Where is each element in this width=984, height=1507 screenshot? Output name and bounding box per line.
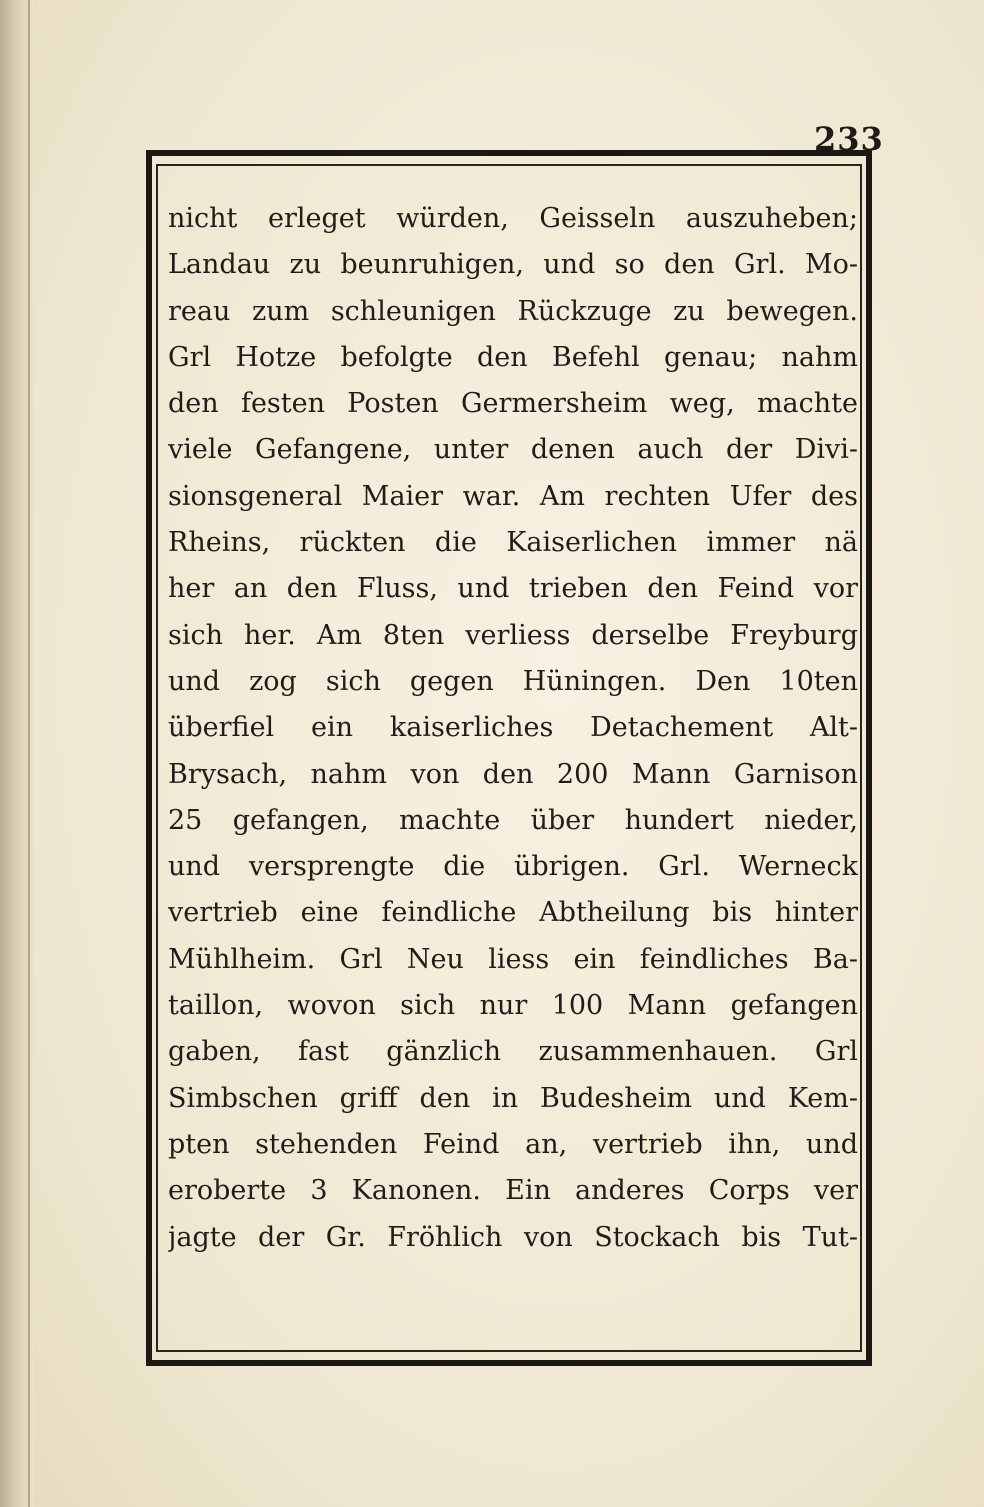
text-line: sionsgeneral Maier war. Am rechten Ufer des bbox=[168, 480, 858, 512]
text-line: Simbschen griff den in Budesheim und Kem- bbox=[168, 1082, 858, 1114]
text-line: reau zum schleunigen Rückzuge zu bewegen. bbox=[168, 295, 858, 327]
text-line: sich her. Am 8ten verliess derselbe Freyburg bbox=[168, 619, 858, 651]
text-line: Mühlheim. Grl Neu liess ein feindliches Ba- bbox=[168, 943, 858, 975]
text-line: gaben, fast gänzlich zusammenhauen. Grl bbox=[168, 1036, 858, 1068]
text-line: viele Gefangene, unter denen auch der Divi- bbox=[168, 434, 858, 466]
text-line: jagte der Gr. Fröhlich von Stockach bis Tut- bbox=[168, 1221, 858, 1253]
page-text bbox=[168, 196, 858, 1306]
text-line: und versprengte die übrigen. Grl. Werneck bbox=[168, 851, 858, 883]
text-line: eroberte 3 Kanonen. Ein anderes Corps ver bbox=[168, 1175, 858, 1207]
text-line: Rheins, rückten die Kaiserlichen immer nä bbox=[168, 527, 858, 559]
page-number: 233 bbox=[814, 120, 884, 158]
text-line: Landau zu beunruhigen, und so den Grl. Mo- bbox=[168, 249, 858, 281]
text-line: her an den Fluss, und trieben den Feind vor bbox=[168, 573, 858, 605]
text-line: den festen Posten Germersheim weg, machte bbox=[168, 388, 858, 420]
text-line: und zog sich gegen Hüningen. Den 10ten bbox=[168, 665, 858, 697]
text-line: 25 gefangen, machte über hundert nieder, bbox=[168, 804, 858, 836]
text-line: pten stehenden Feind an, vertrieb ihn, und bbox=[168, 1128, 858, 1160]
book-page bbox=[34, 0, 984, 1507]
text-line: nicht erleget würden, Geisseln auszuheben; bbox=[168, 203, 858, 234]
text-line: Brysach, nahm von den 200 Mann Garnison bbox=[168, 758, 858, 790]
text-line: Grl Hotze befolgte den Befehl genau; nahm bbox=[168, 341, 858, 373]
text-line: überfiel ein kaiserliches Detachement Alt- bbox=[168, 712, 858, 744]
binding-line bbox=[28, 0, 30, 1507]
text-line: vertrieb eine feindliche Abtheilung bis hinter bbox=[168, 897, 858, 929]
text-line: taillon, wovon sich nur 100 Mann gefangen bbox=[168, 990, 858, 1022]
